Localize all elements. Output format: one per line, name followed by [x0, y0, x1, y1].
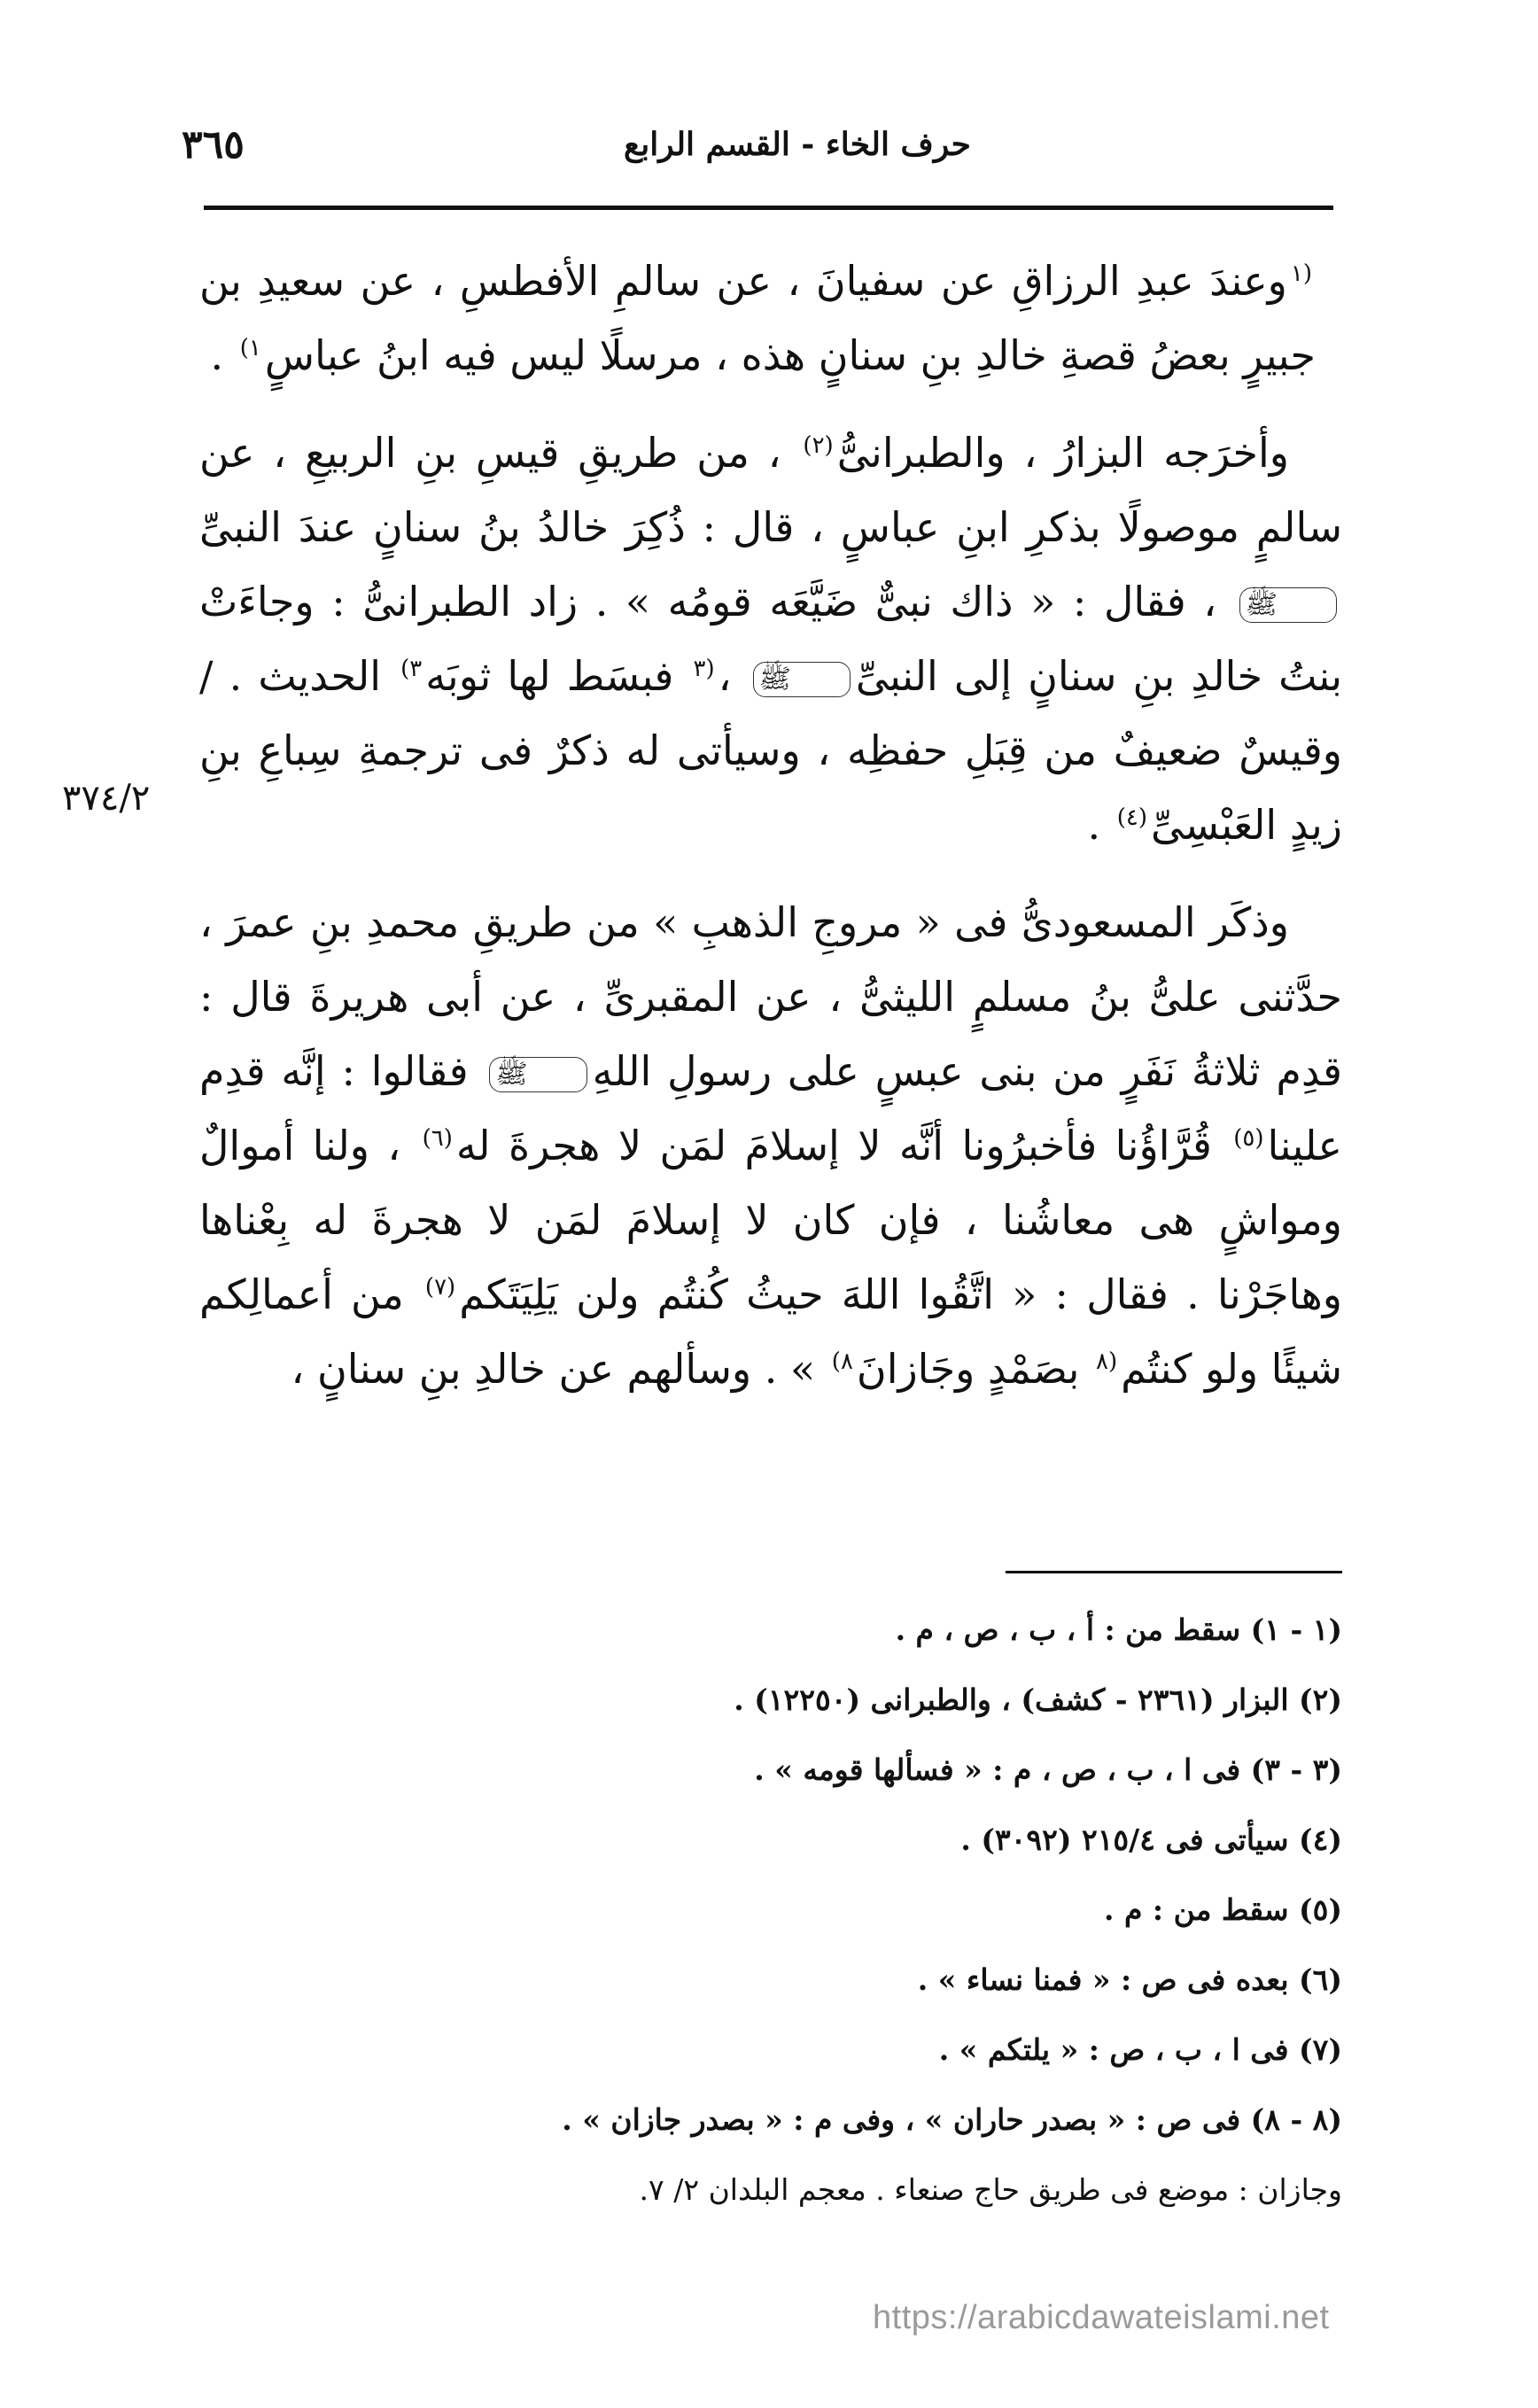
footnote-marker: (٦) [422, 1124, 453, 1152]
paragraph-text: ، ولنا أموالٌ ومواشٍ هى معاشُنا ، فإن كان لا إسلامَ لمَن لا هجرةَ له بِعْناها وهاجَرْنا . فقال : « اتَّقُوا اللهَ حيثُ كُنتُم ولن يَلِيَتَكم [199, 1122, 1343, 1318]
paragraph-text: ، فقال : « ذاك نبىٌّ ضَيَّعَه قومُه » . زاد الطبرانىُّ : وجاءَتْ بنتُ خالدِ بنِ سنانٍ إلى النبىِّ [199, 578, 1343, 700]
honorific-icon: ﷺ [1239, 587, 1337, 623]
footnote-marker: (٥) [1233, 1124, 1264, 1152]
footnotes [354, 1595, 1342, 2225]
page-number: ٣٦٥ [182, 122, 245, 167]
footnote-marker: (٢) [803, 431, 834, 459]
honorific-icon: ﷺ [489, 1057, 586, 1092]
footnote-marker: ٨) [831, 1348, 853, 1375]
footnote-item: (٣ - ٣) فى ا ، ب ، ص ، م : « فسألها قومه » . [754, 1752, 1342, 1787]
footnote-item: (٧) فى ا ، ب ، ص : « يلتكم » . [938, 2032, 1342, 2067]
paragraph-3 [199, 885, 1342, 1406]
paragraph-text: وذكَر المسعودىُّ فى « مروجِ الذهبِ » من طريقِ محمدِ بنِ عمرَ ، حدَّثنى علىُّ بنُ مسلمٍ الليثىُّ ، عن المقبرىِّ ، عن أبى هريرةَ قال : قدِم ثلاثةُ نَفَرٍ من بنى عبسٍ على رسولِ اللهِ [199, 898, 1343, 1095]
footnote-item: (٢) البزار (٢٣٦١ - كشف) ، والطبرانى (١٢٢٥٠) . [734, 1682, 1342, 1717]
footnote-item: (٦) بعده فى ص : « فمنا نساء » . [917, 1962, 1342, 1997]
footnote-item: (٨ - ٨) فى ص : « بصدر حاران » ، وفى م : « بصدر جازان » . [562, 2102, 1342, 2137]
paragraph-text: وأخرَجه البزارُ ، والطبرانىُّ [836, 429, 1289, 477]
honorific-icon: ﷺ [753, 662, 851, 697]
paragraph-text: الحديث . / وقيسٌ ضعيفٌ من قِبَلِ حفظِه ، وسيأتى له ذكرٌ فى ترجمةِ سِباعِ بنِ زيدٍ العَبْسِىِّ [199, 652, 1342, 849]
paragraph-text: قُرَّاؤُنا فأخبرُونا أنَّه لا إسلامَ لمَن لا هجرةَ له [455, 1122, 1231, 1169]
paragraph-text: فقالوا : إنَّه قدِم علينا [199, 1047, 1342, 1169]
footnote-marker: (٤) [1116, 804, 1147, 831]
running-head: حرف الخاء - القسم الرابع [624, 126, 971, 163]
paragraph-text: بصَمْدٍ وجَازانَ [856, 1345, 1093, 1393]
footnote-marker: ١) [239, 334, 261, 361]
paragraph-text: من أعمالِكم شيئًا ولو كنتُم [199, 1270, 1342, 1393]
footnote-item: (٥) سقط من : م . [1104, 1892, 1342, 1927]
margin-reference: ٣٧٤/٢ [62, 778, 151, 819]
footnote-item: (١ - ١) سقط من : أ ، ب ، ص ، م . [895, 1612, 1342, 1647]
footnote-marker: (٧) [424, 1273, 456, 1301]
footnote-rule [1006, 1571, 1342, 1573]
paragraph-1 [199, 244, 1342, 392]
paragraph-text: . [1087, 801, 1114, 849]
footnote-marker: (٨ [1096, 1348, 1118, 1375]
footnote-item: (٤) سيأتى فى ٢١٥/٤ (٣٠٩٢) . [960, 1822, 1342, 1857]
footnote-marker: (٣ [693, 655, 715, 682]
paragraph-2 [199, 416, 1342, 862]
paragraph-text: ، من طريقِ قيسِ بنِ الربيعِ ، عن سالمٍ موصولًا بذكرِ ابنِ عباسٍ ، قال : ذُكِرَ خالدُ بنُ سنانٍ عندَ النبىِّ [199, 429, 1342, 551]
paragraph-text: وعندَ عبدِ الرزاقِ عن سفيانَ ، عن سالمِ الأفطسِ ، عن سعيدِ بن جبيرٍ بعضُ قصةِ خالدِ بنِ سنانٍ هذه ، مرسلًا ليس فيه ابنُ عباسٍ [199, 257, 1316, 379]
footnote-marker: (١ [1290, 260, 1312, 287]
footnote-marker: ٣) [400, 655, 423, 682]
paragraph-text: . [210, 331, 237, 379]
watermark-url: https://arabicdawateislami.net [873, 2299, 1330, 2336]
footnote-item: وجازان : موضع فى طريق حاج صنعاء . معجم البلدان ٢/ ٧. [639, 2172, 1342, 2207]
main-text [199, 244, 1342, 1406]
paragraph-text: فبسَط لها ثوبَه [425, 652, 690, 700]
header-rule [204, 206, 1333, 210]
paragraph-text: » . وسألهم عن خالدِ بنِ سنانٍ ، [291, 1345, 828, 1393]
paragraph-text: ، [718, 652, 748, 700]
